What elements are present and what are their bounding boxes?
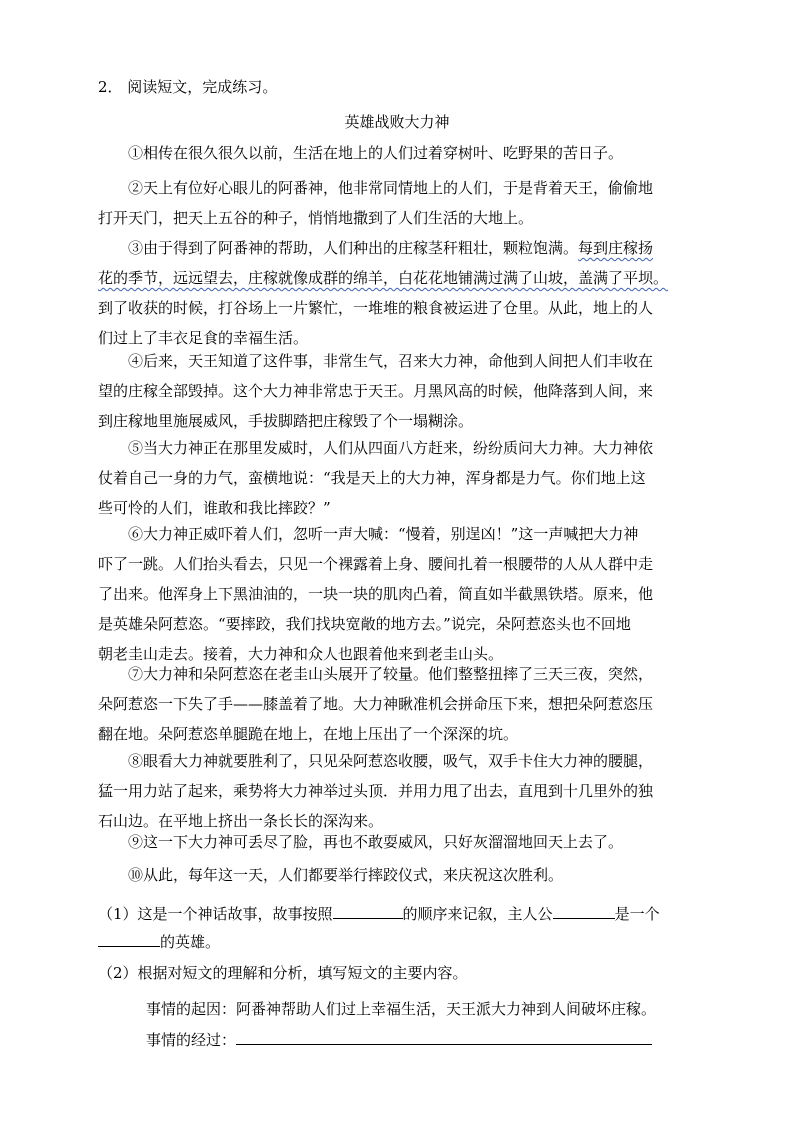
paragraph-10 — [98, 860, 698, 890]
paragraph-line: 望的庄稼全部毁掉。这个大力神非常忠于天王。月黑风高的时候，他降落到人间，来 — [98, 382, 654, 400]
paragraph-7 — [98, 659, 698, 749]
paragraph-line: 猛一用力站了起来，乘势将大力神举过头顶．并用力甩了出去，直甩到十几里外的独 — [98, 782, 654, 800]
paragraph-line: 些可怜的人们，谁敢和我比摔跤？” — [98, 499, 331, 517]
paragraph-9 — [98, 827, 698, 857]
paragraph-line: ⑤当大力神正在那里发威时，人们从四面八方赶来，纷纷质问大力神。大力神依 — [128, 439, 654, 457]
paragraph-line: ⑥大力神正威吓着人们，忽听一声大喊：“慢着，别逞凶！”这一声喊把大力神 — [128, 525, 639, 543]
question-1-line-2 — [98, 930, 220, 952]
paragraph-line: 到庄稼地里施展威风，手拔脚踏把庄稼毁了个一塌糊涂。 — [98, 412, 474, 430]
wavy-underlined-text: 每到庄稼扬 — [578, 239, 654, 257]
question-2-process-label: 事情的经过： — [146, 1031, 237, 1049]
wavy-underlined-text: 花的季节，远远望去，庄稼就像成群的绵羊，白花花地铺满过满了山坡，盖满了平坝。 — [98, 269, 669, 287]
paragraph-line: 到了收获的时候，打谷场上一片繁忙，一堆堆的粮食被运进了仓里。从此，地上的人 — [98, 299, 654, 317]
answer-blank-order[interactable] — [333, 902, 403, 919]
question-1-text: 是一个 — [614, 905, 660, 923]
paragraph-line: 石山边。在平地上挤出一条长长的深沟来。 — [98, 812, 384, 830]
paragraph-line: 仗着自己一身的力气，蛮横地说：“我是天上的大力神，浑身都是力气。你们地上这 — [98, 469, 646, 487]
question-2-process — [146, 1028, 652, 1050]
story-title: 英雄战败大力神 — [344, 113, 450, 131]
paragraph-line — [98, 233, 698, 263]
paragraph-line: 了出来。他浑身上下黑油油的，一块一块的肌肉凸着，简直如半截黑铁塔。原来，他 — [98, 585, 654, 603]
question-2-prompt: （2）根据对短文的理解和分析，填写短文的主要内容。 — [98, 964, 468, 982]
paragraph-4 — [98, 346, 698, 436]
paragraph-line: 们过上了丰衣足食的幸福生活。 — [98, 329, 309, 347]
question-2-cause: 事情的起因：阿番神帮助人们过上幸福生活，天王派大力神到人间破坏庄稼。 — [146, 1000, 657, 1018]
answer-blank-hero[interactable] — [553, 902, 615, 919]
paragraph-line: ②天上有位好心眼儿的阿番神，他非常同情地上的人们，于是背着天王，偷偷地 — [128, 179, 654, 197]
paragraph-line: 翻在地。朵阿惹恣单腿跪在地上，在地上压出了一个深深的坑。 — [98, 725, 519, 743]
answer-blank-process[interactable] — [236, 1028, 652, 1045]
question-1-line-1 — [98, 902, 660, 924]
paragraph-line: 是英雄朵阿惹恣。“要摔跤，我们找块宽敞的地方去。”说完，朵阿惹恣头也不回地 — [98, 615, 631, 633]
paragraph-text: ③由于得到了阿番神的帮助，人们种出的庄稼茎秆粗壮，颗粒饱满。 — [128, 239, 579, 257]
paragraph-1 — [98, 138, 698, 168]
paragraph-line: ①相传在很久很久以前，生活在地上的人们过着穿树叶、吃野果的苦日子。 — [128, 144, 624, 162]
question-1-text: （1）这是一个神话故事，故事按照 — [98, 905, 333, 923]
paragraph-6 — [98, 519, 698, 669]
paragraph-line: 朵阿惹恣一下失了手——膝盖着了地。大力神瞅准机会拼命压下来，想把朵阿惹恣压 — [98, 695, 654, 713]
paragraph-line: ⑦大力神和朵阿惹恣在老圭山头展开了较量。他们整整扭摔了三天三夜，突然， — [128, 665, 654, 683]
paragraph-8 — [98, 746, 698, 836]
answer-blank-trait[interactable] — [98, 930, 160, 947]
paragraph-line: ④后来，天王知道了这件事，非常生气，召来大力神，命他到人间把人们丰收在 — [128, 352, 654, 370]
paragraph-line: 打开天门，把天上五谷的种子，悄悄地撒到了人们生活的大地上。 — [98, 209, 534, 227]
question-1-text: 的英雄。 — [160, 933, 221, 951]
paragraph-line — [98, 263, 698, 293]
paragraph-5 — [98, 433, 698, 523]
paragraph-3 — [98, 233, 698, 353]
paragraph-line: ⑨这一下大力神可丢尽了脸，再也不敢耍威风，只好灰溜溜地回天上去了。 — [128, 833, 624, 851]
paragraph-line: ⑧眼看大力神就要胜利了，只见朵阿惹恣收腰，吸气，双手卡住大力神的腰腿， — [128, 752, 654, 770]
question-1-text: 的顺序来记叙，主人公 — [402, 905, 553, 923]
paragraph-line: 吓了一跳。人们抬头看去，只见一个裸露着上身、腰间扎着一根腰带的人从人群中走 — [98, 555, 654, 573]
paragraph-line: ⑩从此，每年这一天，人们都要举行摔跤仪式，来庆祝这次胜利。 — [128, 866, 564, 884]
paragraph-line: 朝老圭山走去。接着，大力神和众人也跟着他来到老圭山头。 — [98, 645, 504, 663]
paragraph-2 — [98, 173, 698, 233]
question-heading: 2． 阅读短文，完成练习。 — [98, 78, 278, 96]
